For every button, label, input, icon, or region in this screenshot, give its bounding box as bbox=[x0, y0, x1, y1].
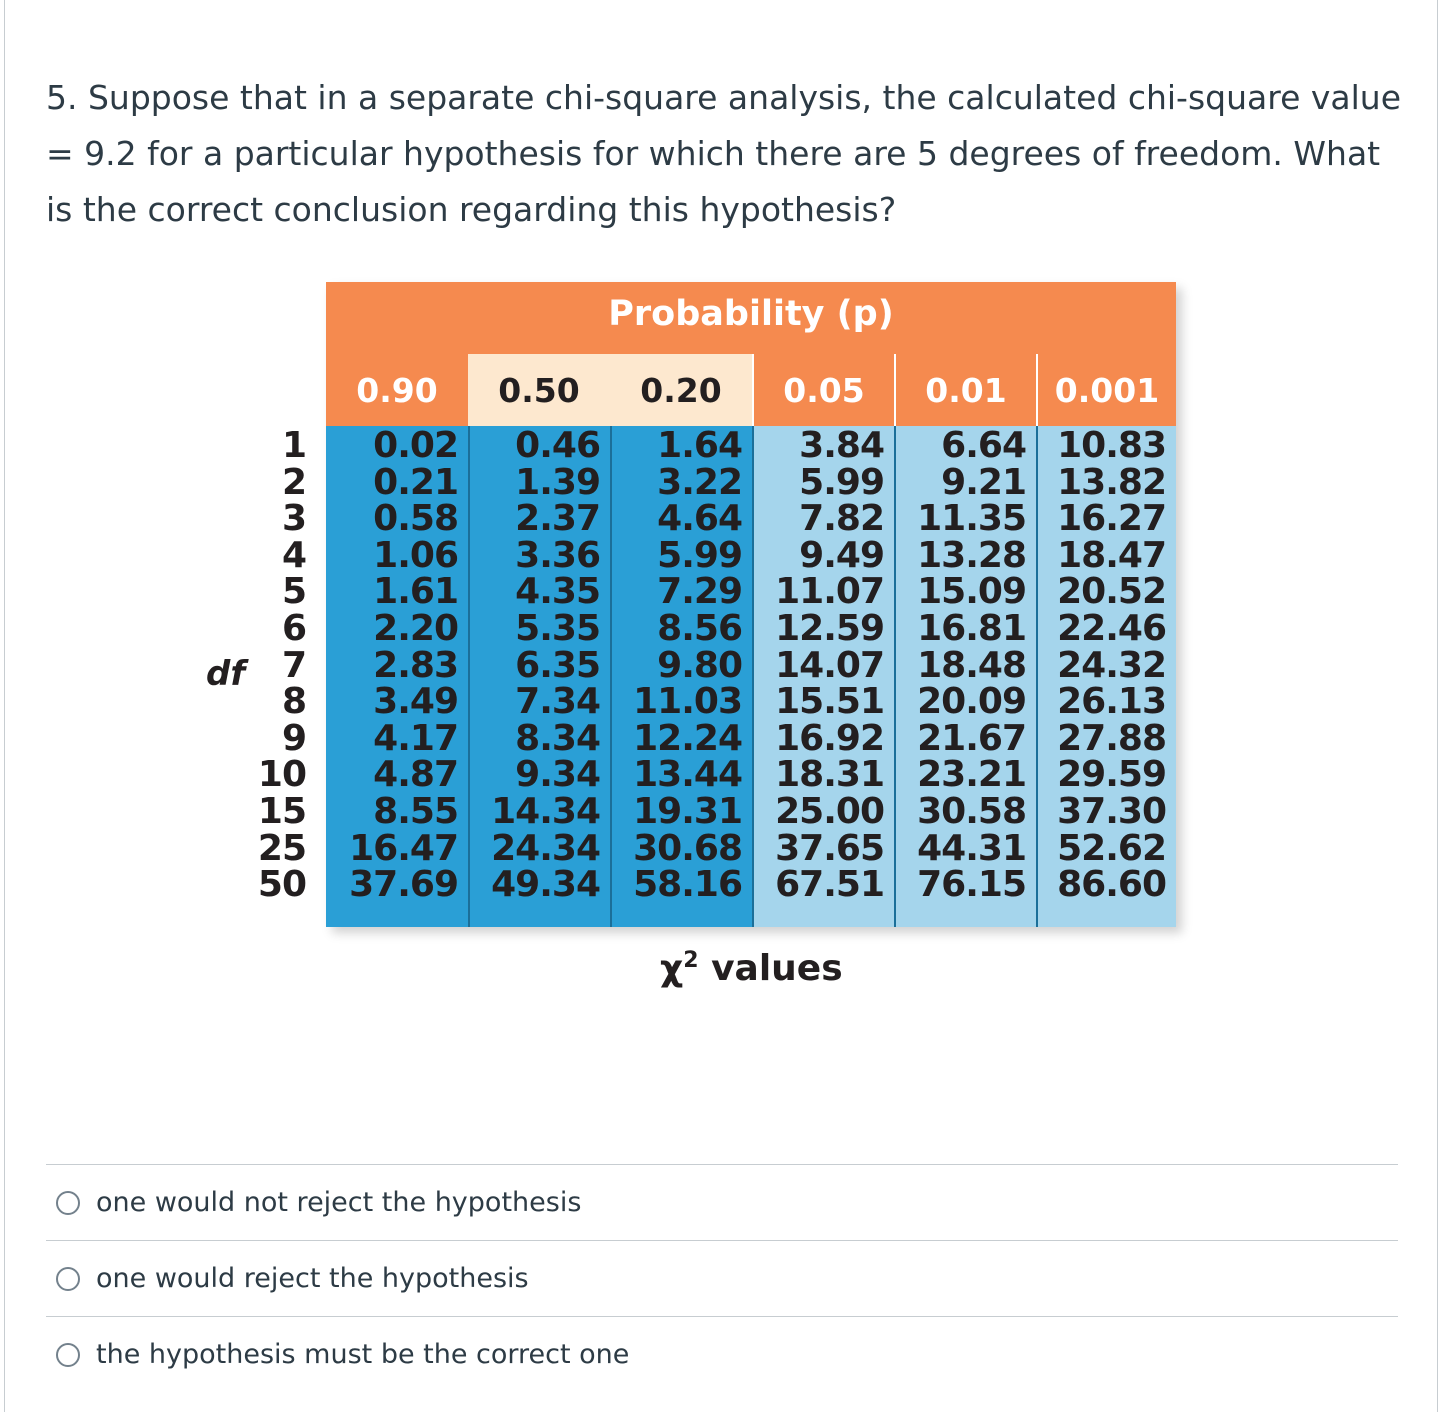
table-cell: 22.46 bbox=[1057, 608, 1166, 649]
table-cell: 0.46 bbox=[515, 425, 600, 466]
table-cell: 15.51 bbox=[775, 681, 884, 723]
answer-option[interactable] bbox=[46, 1164, 1398, 1240]
probability-header: 0.001 bbox=[1036, 354, 1176, 426]
radio-button[interactable] bbox=[56, 1191, 80, 1215]
answer-label: the hypothesis must be the correct one bbox=[96, 1339, 630, 1370]
table-cell: 67.51 bbox=[775, 864, 884, 906]
df-value: 4 bbox=[281, 534, 306, 576]
df-value: 5 bbox=[281, 571, 306, 613]
table-cell: 2.83 bbox=[373, 644, 458, 686]
table-cell: 76.15 bbox=[917, 864, 1026, 906]
table-cell: 16.92 bbox=[775, 717, 884, 759]
table-column bbox=[894, 426, 1036, 927]
table-cell: 23.21 bbox=[917, 754, 1026, 796]
answer-list bbox=[46, 1164, 1398, 1392]
table-cell: 1.39 bbox=[515, 461, 600, 503]
df-label: df bbox=[206, 654, 246, 694]
table-cell: 14.34 bbox=[491, 791, 600, 832]
table-cell: 24.32 bbox=[1057, 644, 1166, 686]
table-cell: 25.00 bbox=[775, 791, 884, 832]
table-cell: 3.22 bbox=[657, 461, 742, 503]
table-cell: 8.56 bbox=[657, 608, 742, 649]
table-cell: 2.37 bbox=[515, 498, 600, 540]
table-cell: 5.35 bbox=[515, 608, 600, 649]
chi-square-table-figure bbox=[200, 280, 1190, 1000]
df-value: 10 bbox=[257, 754, 306, 796]
table-cell: 16.27 bbox=[1057, 498, 1166, 540]
table-cell: 20.09 bbox=[917, 681, 1026, 723]
table-cell: 1.61 bbox=[373, 571, 458, 613]
answer-label: one would not reject the hypothesis bbox=[96, 1187, 582, 1218]
df-value: 9 bbox=[281, 717, 306, 759]
probability-title: Probability (p) bbox=[608, 294, 894, 334]
table-cell: 4.64 bbox=[657, 498, 742, 540]
chi-square-values-label: $\chi^2$ values bbox=[660, 948, 843, 989]
table-cell: 44.31 bbox=[917, 827, 1026, 869]
table-body bbox=[326, 426, 1176, 927]
table-cell: 37.69 bbox=[349, 864, 458, 906]
df-value: 8 bbox=[281, 681, 306, 723]
table-cell: 4.87 bbox=[373, 754, 458, 796]
table-cell: 37.65 bbox=[775, 827, 884, 869]
table-cell: 10.83 bbox=[1057, 425, 1166, 466]
table-cell: 30.68 bbox=[633, 827, 742, 869]
table-cell: 7.82 bbox=[799, 498, 884, 540]
table-cell: 9.80 bbox=[657, 644, 742, 686]
df-value: 6 bbox=[281, 608, 306, 649]
table-cell: 21.67 bbox=[917, 717, 1026, 759]
probability-header: 0.20 bbox=[610, 354, 752, 426]
table-cell: 0.58 bbox=[373, 498, 458, 540]
table-cell: 13.28 bbox=[917, 534, 1026, 576]
table-cell: 3.36 bbox=[515, 534, 600, 576]
probability-header: 0.01 bbox=[894, 354, 1036, 426]
radio-button[interactable] bbox=[56, 1343, 80, 1367]
table-column bbox=[468, 426, 610, 927]
table-cell: 5.99 bbox=[799, 461, 884, 503]
df-value: 25 bbox=[257, 827, 306, 869]
table-cell: 8.34 bbox=[515, 717, 600, 759]
table-cell: 4.35 bbox=[515, 571, 600, 613]
table-cell: 8.55 bbox=[373, 791, 458, 832]
table-cell: 16.47 bbox=[349, 827, 458, 869]
table-cell: 37.30 bbox=[1057, 791, 1166, 832]
table-cell: 11.07 bbox=[775, 571, 884, 613]
table-cell: 19.31 bbox=[633, 791, 742, 832]
table-cell: 13.44 bbox=[633, 754, 742, 796]
table-cell: 1.06 bbox=[373, 534, 458, 576]
table-column bbox=[610, 426, 752, 927]
table-column bbox=[1036, 426, 1176, 927]
table-cell: 13.82 bbox=[1057, 461, 1166, 503]
table-cell: 11.03 bbox=[633, 681, 742, 723]
table-cell: 3.49 bbox=[373, 681, 458, 723]
chi-square-table bbox=[326, 282, 1176, 927]
answer-label: one would reject the hypothesis bbox=[96, 1263, 529, 1294]
df-value: 3 bbox=[281, 498, 306, 540]
answer-option[interactable] bbox=[46, 1316, 1398, 1392]
table-column bbox=[326, 426, 468, 927]
table-cell: 20.52 bbox=[1057, 571, 1166, 613]
table-column bbox=[752, 426, 894, 927]
table-cell: 11.35 bbox=[917, 498, 1026, 540]
table-cell: 5.99 bbox=[657, 534, 742, 576]
table-cell: 6.64 bbox=[941, 425, 1026, 466]
df-value: 2 bbox=[281, 461, 306, 503]
table-cell: 29.59 bbox=[1057, 754, 1166, 796]
table-cell: 2.20 bbox=[373, 608, 458, 649]
table-cell: 9.21 bbox=[941, 461, 1026, 503]
probability-header: 0.05 bbox=[752, 354, 894, 426]
table-cell: 0.21 bbox=[373, 461, 458, 503]
table-cell: 6.35 bbox=[515, 644, 600, 686]
table-cell: 9.34 bbox=[515, 754, 600, 796]
table-cell: 16.81 bbox=[917, 608, 1026, 649]
table-cell: 49.34 bbox=[491, 864, 600, 906]
df-value: 50 bbox=[257, 864, 306, 906]
table-cell: 12.24 bbox=[633, 717, 742, 759]
table-cell: 9.49 bbox=[799, 534, 884, 576]
table-cell: 52.62 bbox=[1057, 827, 1166, 869]
probability-header: 0.50 bbox=[468, 354, 610, 426]
table-cell: 26.13 bbox=[1057, 681, 1166, 723]
table-cell: 7.29 bbox=[657, 571, 742, 613]
table-cell: 12.59 bbox=[775, 608, 884, 649]
df-value: 1 bbox=[281, 425, 306, 466]
table-cell: 18.31 bbox=[775, 754, 884, 796]
answer-option[interactable] bbox=[46, 1240, 1398, 1316]
table-cell: 58.16 bbox=[633, 864, 742, 906]
table-cell: 7.34 bbox=[515, 681, 600, 723]
table-cell: 27.88 bbox=[1057, 717, 1166, 759]
table-cell: 30.58 bbox=[917, 791, 1026, 832]
table-cell: 4.17 bbox=[373, 717, 458, 759]
table-cell: 1.64 bbox=[657, 425, 742, 466]
table-cell: 18.47 bbox=[1057, 534, 1166, 576]
table-cell: 86.60 bbox=[1057, 864, 1166, 906]
table-cell: 15.09 bbox=[917, 571, 1026, 613]
table-cell: 14.07 bbox=[775, 644, 884, 686]
df-value: 7 bbox=[281, 644, 306, 686]
table-cell: 24.34 bbox=[491, 827, 600, 869]
table-cell: 18.48 bbox=[917, 644, 1026, 686]
question-text: 5. Suppose that in a separate chi-square analysis, the calculated chi-square value = 9.2 for a particular hypothesis for which there are 5 degrees of freedom. What is the correct conclusion regarding this hypothesis? bbox=[46, 78, 1402, 229]
df-value: 15 bbox=[257, 791, 306, 832]
table-cell: 3.84 bbox=[799, 425, 884, 466]
table-cell: 0.02 bbox=[373, 425, 458, 466]
probability-header: 0.90 bbox=[356, 370, 438, 410]
radio-button[interactable] bbox=[56, 1267, 80, 1291]
